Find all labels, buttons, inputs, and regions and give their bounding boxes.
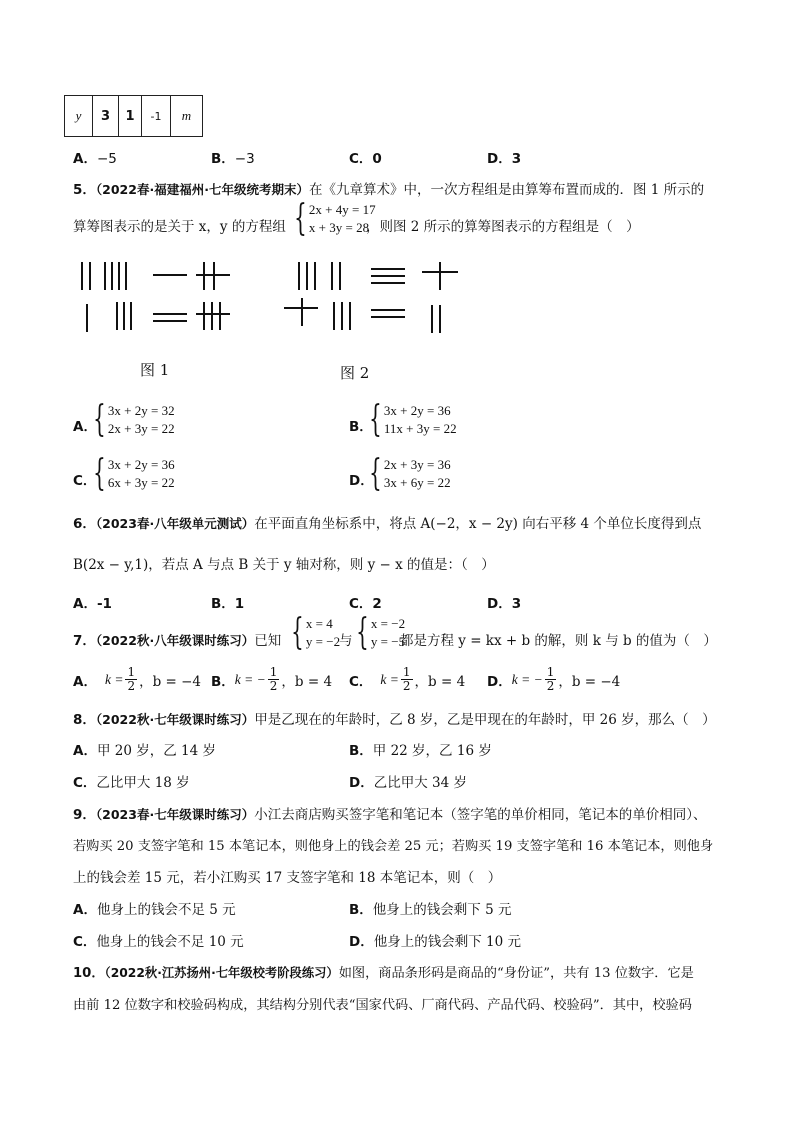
value-table xyxy=(64,95,203,137)
question-7-tail: 都是方程 y = kx + b 的解，则 k 与 b 的值为（ ） xyxy=(400,633,717,649)
q7-system-2: { x = −2 y = −5 xyxy=(356,612,406,653)
option-b[interactable]: B．−3 xyxy=(211,151,255,167)
question-5: 5．（2022春·福建福州·七年级统考期末）在《九章算术》中，一次方程组是由算筹布置而成的．图 1 所示的 xyxy=(73,182,705,198)
option-a[interactable]: A．他身上的钱会不足 5 元 xyxy=(73,902,236,918)
option-c[interactable]: C．0 xyxy=(349,151,382,167)
option-d-system: { 2x + 3y = 36 3x + 6y = 22 xyxy=(369,453,451,494)
table-cell: 3 xyxy=(93,96,119,137)
equation-system: { 2x + 4y = 17 x + 3y = 28 xyxy=(294,198,376,239)
table-cell: -1 xyxy=(142,96,171,137)
option-b[interactable]: B． xyxy=(349,419,373,435)
table-cell: 1 xyxy=(119,96,142,137)
question-5-line2b: ，则图 2 所示的算筹图表示的方程组是（ ） xyxy=(366,219,640,235)
option-d[interactable]: D． xyxy=(349,473,374,489)
option-a[interactable]: A．−5 xyxy=(73,151,117,167)
option-b[interactable]: B．1 xyxy=(211,596,245,612)
question-7: 7．（2022秋·八年级课时练习）已知 xyxy=(73,633,282,649)
option-c[interactable]: C．乙比甲大 18 岁 xyxy=(73,775,190,791)
option-a-system: { 3x + 2y = 32 2x + 3y = 22 xyxy=(93,399,175,440)
option-d[interactable]: D．3 xyxy=(487,151,522,167)
option-c[interactable]: C．他身上的钱会不足 10 元 xyxy=(73,934,244,950)
question-9-line2: 若购买 20 支签字笔和 15 本笔记本，则他身上的钱会差 25 元；若购买 19 支签字笔和 16 本笔记本，则他身 xyxy=(73,839,714,854)
question-10-line2: 由前 12 位数字和校验码构成，其结构分别代表“国家代码、厂商代码、产品代码、校验码”．其中，校验码 xyxy=(73,998,692,1013)
question-9: 9．（2023春·七年级课时练习）小江去商店购买签字笔和笔记本（签字笔的单价相同，笔记本的单价相同）、 xyxy=(73,807,707,823)
q7-system-1: { x = 4 y = −2 xyxy=(291,612,341,653)
option-c[interactable]: C． k = $\frac{1}{2}$ ，b = 4 xyxy=(349,665,466,693)
option-a[interactable]: A．-1 xyxy=(73,596,112,612)
option-a[interactable]: A． k = $\frac{1}{2}$ ，b = −4 xyxy=(73,665,202,693)
question-6: 6．（2023春·八年级单元测试）在平面直角坐标系中，将点 A(−2，x − 2y) 向右平移 4 个单位长度得到点 xyxy=(73,516,702,532)
option-b[interactable]: B． k = − $\frac{1}{2}$ ，b = 4 xyxy=(211,665,333,693)
option-c-system: { 3x + 2y = 36 6x + 3y = 22 xyxy=(93,453,175,494)
q7-connector: 与 xyxy=(339,633,353,649)
question-9-line3: 上的钱会差 15 元，若小江购买 17 支签字笔和 18 本笔记本，则（ ） xyxy=(73,870,502,886)
question-10: 10．（2022秋·江苏扬州·七年级校考阶段练习）如图，商品条形码是商品的“身份证”，共有 13 位数字．它是 xyxy=(73,966,694,981)
question-5-line2: 算筹图表示的是关于 x，y 的方程组 xyxy=(73,219,286,235)
figure-2-caption: 图 2 xyxy=(340,364,370,382)
option-a[interactable]: A． xyxy=(73,419,97,435)
option-b[interactable]: B．他身上的钱会剩下 5 元 xyxy=(349,902,512,918)
figure-1-caption: 图 1 xyxy=(140,361,170,379)
table-cell: m xyxy=(171,96,203,137)
option-d[interactable]: D．3 xyxy=(487,596,522,612)
option-d[interactable]: D．乙比甲大 34 岁 xyxy=(349,775,467,791)
option-d[interactable]: D．他身上的钱会剩下 10 元 xyxy=(349,934,521,950)
option-d[interactable]: D． k = − $\frac{1}{2}$ ，b = −4 xyxy=(487,665,621,693)
question-8: 8．（2022秋·七年级课时练习）甲是乙现在的年龄时，乙 8 岁，乙是甲现在的年龄时，甲 26 岁，那么（ ） xyxy=(73,712,716,728)
option-c[interactable]: C．2 xyxy=(349,596,382,612)
option-b[interactable]: B．甲 22 岁，乙 16 岁 xyxy=(349,743,492,759)
table-cell: y xyxy=(65,96,93,137)
option-b-system: { 3x + 2y = 36 11x + 3y = 22 xyxy=(369,399,457,440)
option-a[interactable]: A．甲 20 岁，乙 14 岁 xyxy=(73,743,216,759)
option-c[interactable]: C． xyxy=(73,473,97,489)
question-6-line2: B(2x − y,1)，若点 A 与点 B 关于 y 轴对称，则 y − x 的值是：（ ） xyxy=(73,557,495,573)
